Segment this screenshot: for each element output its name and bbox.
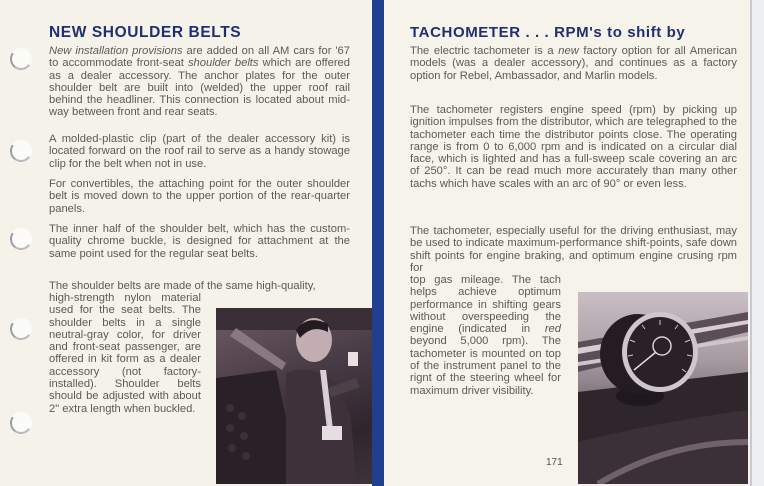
left-page: [0, 0, 372, 486]
binder-hole: [8, 226, 33, 251]
section-title: NEW SHOULDER BELTS: [49, 24, 242, 41]
paragraph: [410, 45, 737, 82]
paragraph: The tachometer registers engine speed (rpm) by picking up ignition impulses from the distributor, which are telegraphed to the tachometer each time the distributor points close. The operating range is from 0 to 6,000 rpm and is indicated on a circular dial face, which is lighted and has a full-sweep scale covering an arc of 250°. It can be read much more accurately than many other tachs which have scales with an arc of 90° or even less.: [410, 104, 737, 190]
binder-spine: [372, 0, 384, 486]
paragraph-lead: The shoulder belts are made of the same high-quality,: [49, 280, 316, 292]
text: which are offered as a dealer accessory. The anchor plates for the outer shoulder belt are built into (welded) the upper roof rail behind the headliner. This connection is located about mid-way between front and rear seats.: [49, 57, 350, 119]
page-edge: [750, 0, 764, 486]
man-in-car-illustration: [216, 308, 372, 484]
emphasis: new: [558, 45, 579, 57]
paragraph-lead: The tachometer, especially useful for the driving enthusiast, may be used to indicate maximum-performance shift-points, safe down shift points for engine braking, and optimum engine crusing rpm for: [410, 225, 737, 274]
binder-hole: [8, 46, 33, 71]
right-page: [384, 0, 750, 486]
binder-hole: [8, 410, 33, 435]
text: top gas mileage. The tach helps achieve optimum performance in shifting gears without overspeeding the engine (indicated in: [410, 274, 561, 336]
binder-hole: [8, 316, 33, 341]
page-number: 171: [546, 457, 563, 468]
tachometer-illustration: [578, 292, 748, 484]
photo-tachometer: [578, 292, 748, 484]
paragraph: For convertibles, the attaching point for the outer shoulder belt is moved down to the upper portion of the rear-quarter panels.: [49, 178, 350, 215]
photo-shoulder-belt: [216, 308, 372, 484]
text: beyond 5,000 rpm). The tachometer is mounted on top of the instrument panel to the rignt of the steering wheel for maximum driver visibility.: [410, 335, 561, 397]
binder-hole: [8, 138, 33, 163]
paragraph-wrap: high-strength nylon material used for the seat belts. The shoulder belts in a single neutral-gray color, for driver and front-seat passenger, are offered in kit form as a dealer accessory (not factory-installed). Shoulder belts should be adjusted with about 2" extra length when buckled.: [49, 292, 201, 415]
paragraph: The inner half of the shoulder belt, which has the custom-quality chrome buckle, is designed for attachment at the same point used for the regular seat belts.: [49, 223, 350, 260]
text: factory option for all American models (was a dealer accessory), and continues as a factory option for Rebel, Ambassador, and Marlin models.: [410, 45, 737, 82]
emphasis: New installation provisions: [49, 45, 183, 57]
paragraph: [49, 45, 350, 119]
text: The electric tachometer is a: [410, 45, 559, 57]
paragraph-wrap: [410, 274, 561, 397]
emphasis: red: [544, 323, 561, 336]
section-title: TACHOMETER . . . RPM's to shift by: [410, 24, 686, 41]
text: are added on all AM cars for '67 to accommodate front-seat: [49, 45, 350, 70]
paragraph: A molded-plastic clip (part of the dealer accessory kit) is located forward on the roof rail to serve as a handy stowage clip for the belt when not in use.: [49, 133, 350, 170]
emphasis: shoulder belts: [187, 57, 259, 70]
